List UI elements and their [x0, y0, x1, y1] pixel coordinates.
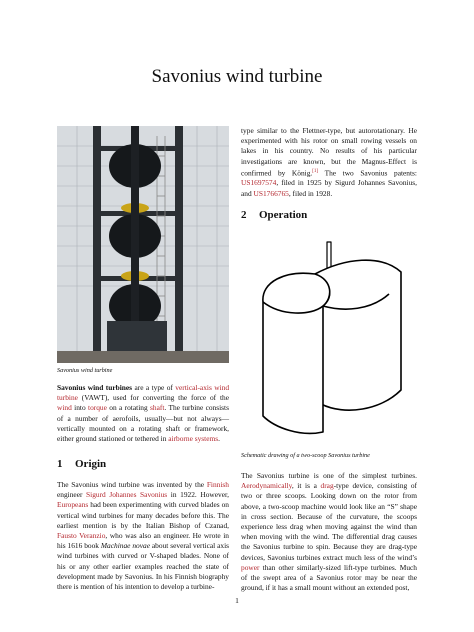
text: -type device, consisting of two or three scoops. Looking down on the rotor from above, a two-scoop machine would look like an “S” shape in cross section. Because of the curvature, the scoops experience less drag when moving against the wind than when moving with the wind. The differential drag causes the Savonius turbine to spin. Because they are drag-type devices, Savonius turbines extract much less of the wind’s: [241, 481, 417, 562]
page-number: 1: [235, 596, 239, 605]
link-airborne[interactable]: airborne systems: [168, 434, 219, 444]
section-number: 2: [241, 209, 247, 221]
text: , filed in 1928.: [288, 188, 333, 198]
text: The Savonius wind turbine was invented by the: [57, 480, 207, 489]
text: on a rotating: [106, 403, 150, 413]
book-title: Machinae novae: [100, 541, 150, 551]
link-drag[interactable]: drag: [320, 481, 334, 491]
link-finnish[interactable]: Finnish: [206, 480, 229, 489]
intro-bold: Savonius wind turbines: [57, 383, 133, 392]
text: The two Savonius patents:: [318, 168, 417, 178]
section-heading-origin: [57, 458, 106, 470]
text: in 1922. However,: [167, 490, 229, 500]
text: engineer: [57, 490, 87, 500]
link-vawt[interactable]: vertical-axis wind turbine: [57, 383, 230, 403]
schematic-drawing: [241, 232, 417, 446]
right-top-paragraph: [241, 126, 417, 199]
link-savonius[interactable]: Sigurd Johannes Savonius: [86, 490, 168, 500]
text: The Savonius turbine is one of the simplest turbines.: [241, 471, 417, 480]
link-patent-2[interactable]: US1766765: [253, 188, 289, 198]
link-veranzio[interactable]: Fausto Veranzio: [57, 531, 106, 541]
text: into: [71, 403, 89, 413]
figure-caption: Savonius wind turbine: [57, 367, 113, 374]
link-patent-1[interactable]: US1697574: [241, 178, 277, 188]
text: . The turbine consists of a number of aerofoils, usually—but not always—vertically mounted on a rotating shaft or framework, either ground stationed or tethered in: [57, 403, 229, 444]
operation-paragraph: [241, 471, 417, 593]
turbine-photo: [57, 126, 229, 363]
text: , filed in 1925 by Sigurd Johannes Savonius, and: [241, 178, 417, 198]
section-heading-operation: [241, 209, 307, 221]
text: , it is a: [291, 481, 321, 491]
link-wind[interactable]: wind: [57, 403, 72, 413]
text: about several vertical axis wind turbines with curved or V-shaped blades. None of his or any other earlier examples reached the state of development made by Savonius. In his Finnish biography there is mention of his intention to develop a turbine-: [57, 541, 230, 592]
link-europeans[interactable]: Europeans: [57, 500, 89, 510]
text: had been experimenting with curved blades on vertical wind turbines for many decades before this. The earliest mention is by the Italian Bishop of Czanad,: [57, 500, 229, 530]
section-title: Origin: [75, 458, 107, 470]
text: are a type of: [132, 383, 176, 392]
text: .: [218, 434, 220, 444]
link-power[interactable]: power: [241, 562, 260, 572]
page-title: Savonius wind turbine: [151, 66, 323, 87]
text: (VAWT), used for converting the force of the: [77, 393, 229, 403]
citation-link[interactable]: [1]: [312, 168, 319, 174]
section-number: 1: [57, 458, 63, 470]
link-torque[interactable]: torque: [88, 403, 107, 413]
section-title: Operation: [259, 209, 308, 221]
origin-paragraph: [57, 480, 229, 592]
text: than other similarly-sized lift-type turbines. Much of the swept area of a Savonius rotor may be near the ground, if it has a small mount without an extended post,: [241, 562, 417, 593]
intro-paragraph: [57, 383, 229, 444]
figure-caption: Schematic drawing of a two-scoop Savonius turbine: [241, 452, 370, 459]
link-shaft[interactable]: shaft: [150, 403, 165, 413]
link-aerodynamically[interactable]: Aerodynamically: [241, 481, 292, 491]
text: type similar to the Flettner-type, but autorotationary. He experimented with his rotor on small rowing vessels on lakes in his country. No results of his particular investigations are known, but the Magnus-Effect is confirmed by König.: [241, 126, 417, 178]
text: , who was also an engineer. He wrote in his 1616 book: [57, 531, 229, 551]
